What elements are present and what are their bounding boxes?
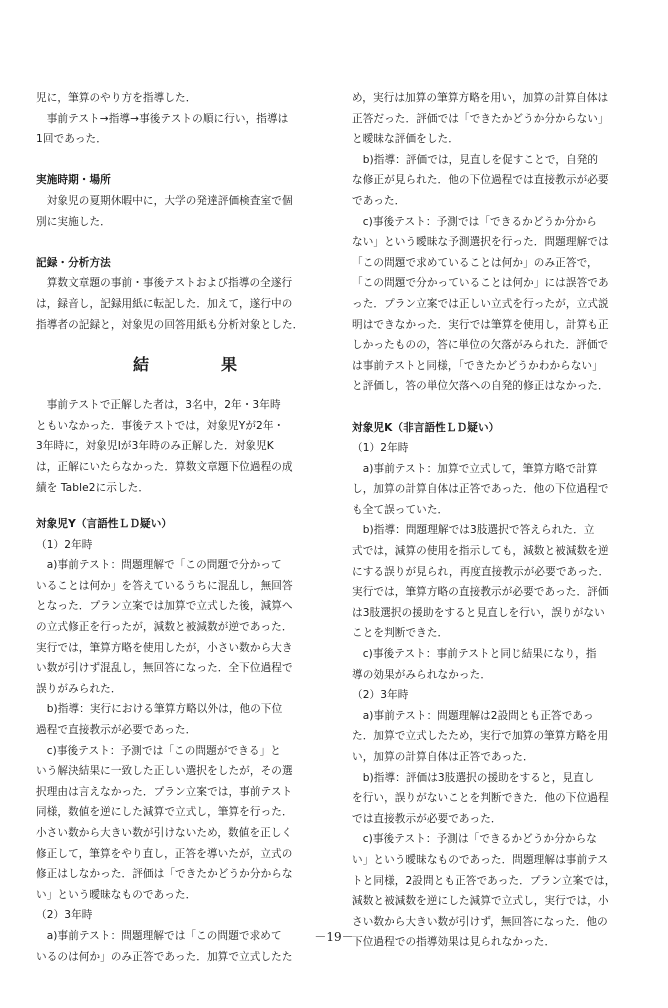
text-line: 績を Table2に示した．: [36, 481, 150, 494]
text-line: と評価し，答の単位欠落への自発的修正はなかった．: [352, 380, 609, 393]
text-line: と曖昧な評価をした．: [352, 133, 459, 146]
text-line: の立式修正を行ったが，減数と被減数が逆であった．: [36, 621, 293, 634]
right-column: [352, 88, 650, 953]
text-line: 明はできなかった．実行では筆算を使用し，計算も正: [352, 318, 609, 331]
text-line: 実行では，筆算方略を使用したが，小さい数から大き: [36, 641, 293, 654]
text-line: い」という曖昧なものであった．: [36, 888, 197, 901]
text-line: 事前テスト→指導→事後テストの順に行い，指導は: [36, 112, 289, 125]
text-line: 事前テストで正解した者は，3名中，2年・3年時: [36, 399, 281, 412]
text-line: た．加算で立式したため，実行で加算の筆算方略を用: [352, 730, 609, 743]
text-line: 小さい数から大きい数が引けないため，数値を正しく: [36, 827, 293, 839]
text-line: （1）2年時: [352, 442, 409, 455]
text-line: 実行では，筆算方略の直接教示が必要であった．評価: [352, 586, 609, 599]
text-line: 下位過程での指導効果は見られなかった．: [352, 936, 556, 949]
text-line: は，録音し，記録用紙に転記した．加えて，遂行中の: [36, 297, 293, 310]
text-line: は，正解にいたらなかった．算数文章題下位過程の成: [36, 460, 293, 473]
text-line: a)事前テスト：問題理解で「この問題で分かって: [36, 559, 282, 572]
text-line: い，加算の計算自体は正答であった．: [352, 751, 534, 763]
schedule-paragraph: [36, 191, 334, 232]
text-line: は事前テストと同様，「できたかどうかわからない」: [352, 359, 603, 372]
text-line: 正答だった．評価では「できたかどうか分からない」: [352, 112, 609, 125]
text-line: a)事前テスト：問題理解では「この問題で求めて: [36, 929, 282, 942]
text-line: b)指導：評価では，見直しを促すことで，自発的: [352, 153, 599, 166]
subject-y-body: [36, 535, 334, 967]
subject-k-body: [352, 438, 650, 953]
text-line: 3年時に，対象児Ⅰが3年時のみ正解した．対象児K: [36, 440, 274, 453]
text-line: ともいなかった．事後テストでは，対象児Yが2年・: [36, 419, 285, 432]
text-line: い数が引けず混乱し，無回答になった．全下位過程で: [36, 662, 293, 675]
text-line: b)指導：問題理解では3肢選択で答えられた．立: [352, 524, 595, 537]
text-line: 過程で直接教示が必要であった．: [36, 724, 197, 737]
text-line: 式では，減算の使用を指示しても，減数と被減数を逆: [352, 545, 609, 558]
text-line: を行い，誤りがないことを判断できた．他の下位過程: [352, 792, 609, 805]
section-heading-analysis: 記録・分析方法: [36, 256, 111, 269]
text-line: b)指導：実行における筆算方略以外は，他の下位: [36, 703, 283, 716]
text-line: 修正して，筆算をやり直し，正答を導いたが，立式の: [36, 847, 293, 860]
text-line: c)事後テスト：事前テストと同じ結果になり，指: [352, 648, 597, 661]
text-line: ことを判断できた．: [352, 627, 449, 640]
text-line: c)事後テスト：予測では「この問題ができる」と: [36, 744, 281, 757]
text-line: （2）3年時: [36, 909, 93, 922]
text-line: 対象児の夏期休暇中に，大学の発達評価検査室で個: [36, 194, 293, 207]
text-line: トと同様，2設問とも正答であった．プラン立案では，: [352, 874, 616, 887]
text-line: は3肢選択の援助をすると見直しを行い，誤りがない: [352, 606, 605, 619]
subject-k-heading: 対象児K（非言語性ＬＤ疑い）: [352, 421, 500, 434]
text-line: も全て誤っていた．: [352, 503, 449, 516]
text-line: 1回であった．: [36, 133, 107, 146]
text-line: 算数文章題の事前・事後テストおよび指導の全遂行: [36, 277, 293, 290]
subject-y-continued: [352, 88, 650, 397]
text-line: 「この問題で求めていることは何か」のみ正答で，: [352, 256, 598, 269]
text-line: な修正が見られた．他の下位過程では直接教示が必要: [352, 174, 609, 187]
text-line: った．プラン立案では正しい立式を行ったが，立式説: [352, 297, 609, 310]
text-line: a)事前テスト：加算で立式して，筆算方略で計算: [352, 462, 598, 475]
text-line: 児に，筆算のやり方を指導した．: [36, 92, 197, 104]
text-line: 「この問題で分かっていることは何か」には誤答であ: [352, 277, 609, 290]
text-line: a)事前テスト：問題理解は2設問とも正答であっ: [352, 709, 594, 722]
text-line: （2）3年時: [352, 689, 409, 702]
left-column: [36, 88, 334, 967]
results-paragraph: [36, 395, 334, 498]
text-line: であった．: [352, 194, 406, 207]
text-line: c)事後テスト：予測では「できるかどうか分から: [352, 215, 597, 228]
text-line: 同様，数値を逆にした減算で立式し，筆算を行った．: [36, 806, 293, 819]
text-line: 修正はしなかった．評価は「できたかどうか分からな: [36, 868, 293, 881]
text-line: さい数から大きい数が引けず，無回答になった．他の: [352, 915, 608, 928]
text-line: 誤りがみられた．: [36, 682, 122, 695]
text-line: b)指導：評価は3肢選択の援助をすると，見直し: [352, 771, 595, 784]
text-line: いう解決結果に一致した正しい選択をしたが，その選: [36, 765, 293, 778]
results-heading: 結 果: [132, 355, 265, 375]
text-line: では直接教示が必要であった．: [352, 812, 502, 825]
section-heading-schedule: 実施時期・場所: [36, 174, 111, 187]
text-line: 指導者の記録と，対象児の回答用紙も分析対象とした．: [36, 318, 304, 331]
page-number: －19－: [314, 930, 354, 944]
text-line: 択理由は言えなかった．プラン立案では，事前テスト: [36, 785, 293, 798]
text-line: い」という曖昧なものであった．問題理解は事前テス: [352, 853, 609, 866]
text-line: 別に実施した．: [36, 215, 111, 228]
text-line: ない」という曖昧な予測選択を行った．問題理解では: [352, 236, 609, 249]
text-line: しかったものの，答に単位の欠落がみられた．評価で: [352, 339, 609, 352]
text-line: し，加算の計算自体は正答であった．他の下位過程で: [352, 483, 609, 496]
text-line: c)事後テスト：予測は「できるかどうか分からな: [352, 833, 597, 846]
text-line: いることは何か」を答えているうちに混乱し，無回答: [36, 579, 293, 592]
subject-y-heading: 対象児Y（言語性ＬＤ疑い）: [36, 518, 173, 531]
text-line: め，実行は加算の筆算方略を用い，加算の計算自体は: [352, 92, 609, 104]
analysis-paragraph: [36, 273, 334, 335]
text-line: （1）2年時: [36, 538, 93, 551]
text-line: 導の効果がみられなかった．: [352, 668, 492, 681]
text-line: となった．プラン立案では加算で立式した後，減算へ: [36, 600, 293, 613]
intro-paragraph: [36, 88, 334, 150]
text-line: いるのは何か」のみ正答であった．加算で立式したた: [36, 950, 293, 963]
text-line: 減数と被減数を逆にした減算で立式し，実行では，小: [352, 895, 609, 908]
text-line: にする誤りが見られ，再度直接教示が必要であった．: [352, 565, 610, 578]
